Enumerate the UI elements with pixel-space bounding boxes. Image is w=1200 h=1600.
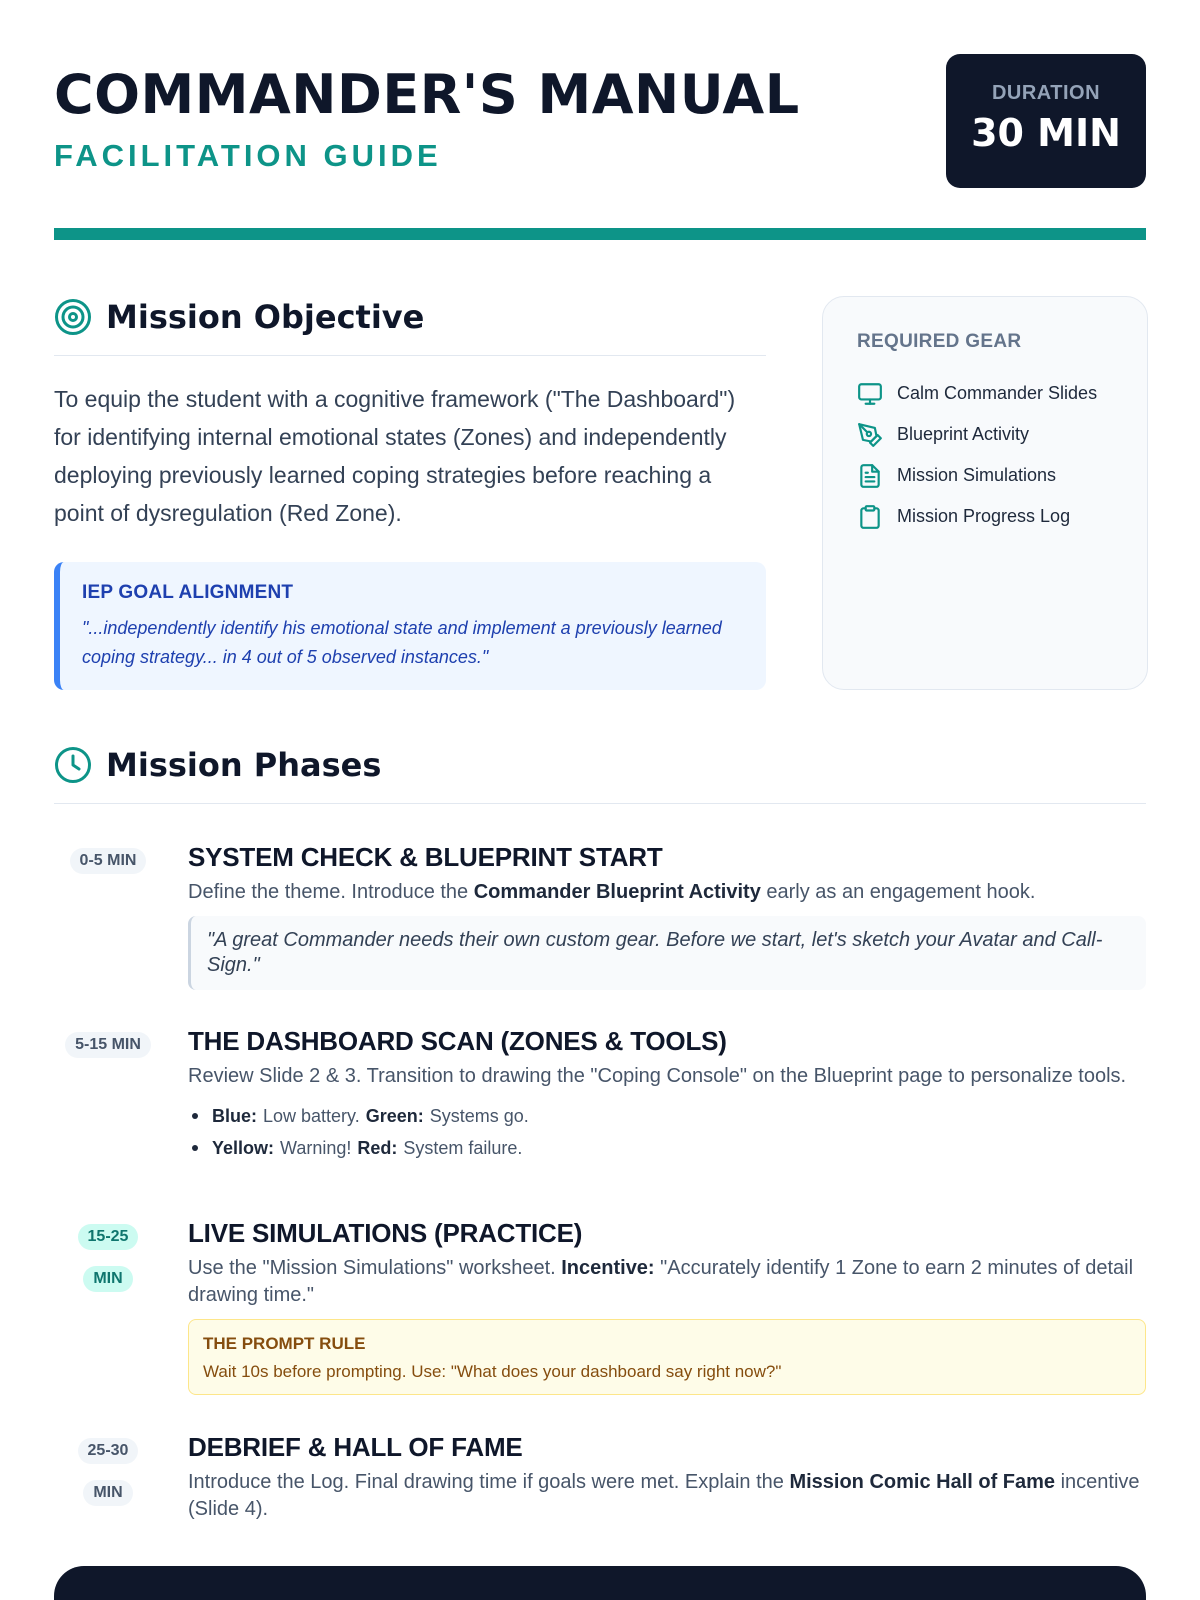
phase-body xyxy=(188,1218,1146,1395)
phases-title: Mission Phases xyxy=(106,746,382,784)
iep-title: IEP GOAL ALIGNMENT xyxy=(82,582,294,603)
clock-icon xyxy=(54,746,92,784)
required-gear-card xyxy=(822,296,1148,690)
gear-title: REQUIRED GEAR xyxy=(857,331,1022,352)
phases-divider xyxy=(54,803,1146,804)
rule-title: THE PROMPT RULE xyxy=(203,1334,366,1353)
phase-body xyxy=(188,1026,1146,1164)
time-badge-unit: MIN xyxy=(83,1480,132,1506)
time-badge: 25-30 xyxy=(78,1438,139,1464)
iep-goal-callout xyxy=(54,562,766,690)
pen-tool-icon xyxy=(857,422,883,448)
phase-time xyxy=(54,1224,162,1308)
page-subtitle: FACILITATION GUIDE xyxy=(54,138,442,173)
time-badge: 15-25 xyxy=(78,1224,139,1250)
clipboard-icon xyxy=(857,504,883,530)
iep-quote: "...independently identify his emotional state and implement a previously learned coping strategy... in 4 out of 5 observed instances." xyxy=(82,618,722,667)
duration-card xyxy=(946,54,1146,188)
gear-item-label: Mission Simulations xyxy=(897,465,1057,485)
phase-title: DEBRIEF & HALL OF FAME xyxy=(188,1432,523,1462)
phase-title: THE DASHBOARD SCAN (ZONES & TOOLS) xyxy=(188,1026,727,1056)
phase-time xyxy=(54,1032,162,1058)
phases-heading xyxy=(54,746,381,784)
header-divider xyxy=(54,228,1146,240)
gear-item-label: Mission Progress Log xyxy=(897,506,1071,526)
document-icon xyxy=(857,463,883,489)
phase-script-quote: "A great Commander needs their own custom gear. Before we start, let's sketch your Avatar and Call-Sign." xyxy=(188,916,1146,990)
gear-item-label: Blueprint Activity xyxy=(897,424,1030,444)
list-item: Blue: Low battery. Green: Systems go. xyxy=(188,1100,1146,1132)
phase-time xyxy=(54,1438,162,1522)
objective-divider xyxy=(54,355,766,356)
gear-item xyxy=(857,496,1147,537)
duration-value: 30 MIN xyxy=(971,111,1121,155)
phase-description: Introduce the Log. Final drawing time if goals were met. Explain the Mission Comic Hall of Fame incentive (Slide 4). xyxy=(188,1471,1140,1520)
monitor-icon xyxy=(857,381,883,407)
duration-label: DURATION xyxy=(991,82,1101,104)
phase-time xyxy=(54,848,162,874)
gear-list xyxy=(857,373,1147,537)
target-icon xyxy=(54,298,92,336)
gear-item xyxy=(857,414,1147,455)
prompt-rule-callout xyxy=(188,1319,1146,1395)
time-badge-unit: MIN xyxy=(83,1266,132,1292)
phase-description: Review Slide 2 & 3. Transition to drawing the "Coping Console" on the Blueprint page to personalize tools. xyxy=(188,1065,1127,1087)
list-item: Yellow: Warning! Red: System failure. xyxy=(188,1132,1146,1164)
objective-heading xyxy=(54,298,424,336)
zone-list xyxy=(188,1100,1146,1164)
page-header xyxy=(54,54,1146,190)
page-title: COMMANDER'S MANUAL xyxy=(54,63,800,126)
phase-description: Define the theme. Introduce the Commander Blueprint Activity early as an engagement hook. xyxy=(188,881,1036,903)
time-badge: 0-5 MIN xyxy=(70,848,147,874)
time-badge: 5-15 MIN xyxy=(65,1032,151,1058)
gear-item-label: Calm Commander Slides xyxy=(897,383,1098,403)
phase-title: SYSTEM CHECK & BLUEPRINT START xyxy=(188,842,663,872)
phase-description: Use the "Mission Simulations" worksheet. Incentive: "Accurately identify 1 Zone to earn 2 minutes of detail drawing time." xyxy=(188,1257,1134,1306)
objective-text: To equip the student with a cognitive framework ("The Dashboard") for identifying internal emotional states (Zones) and independently deploying previously learned coping strategies before reaching a point of dysregulation (Red Zone). xyxy=(54,386,736,526)
gear-item xyxy=(857,455,1147,496)
phase-body xyxy=(188,842,1146,990)
footer-banner xyxy=(54,1566,1146,1600)
objective-title: Mission Objective xyxy=(106,298,425,336)
phase-title: LIVE SIMULATIONS (PRACTICE) xyxy=(188,1218,583,1248)
phase-body xyxy=(188,1432,1146,1523)
rule-text: Wait 10s before prompting. Use: "What does your dashboard say right now?" xyxy=(203,1362,782,1381)
gear-item xyxy=(857,373,1147,414)
